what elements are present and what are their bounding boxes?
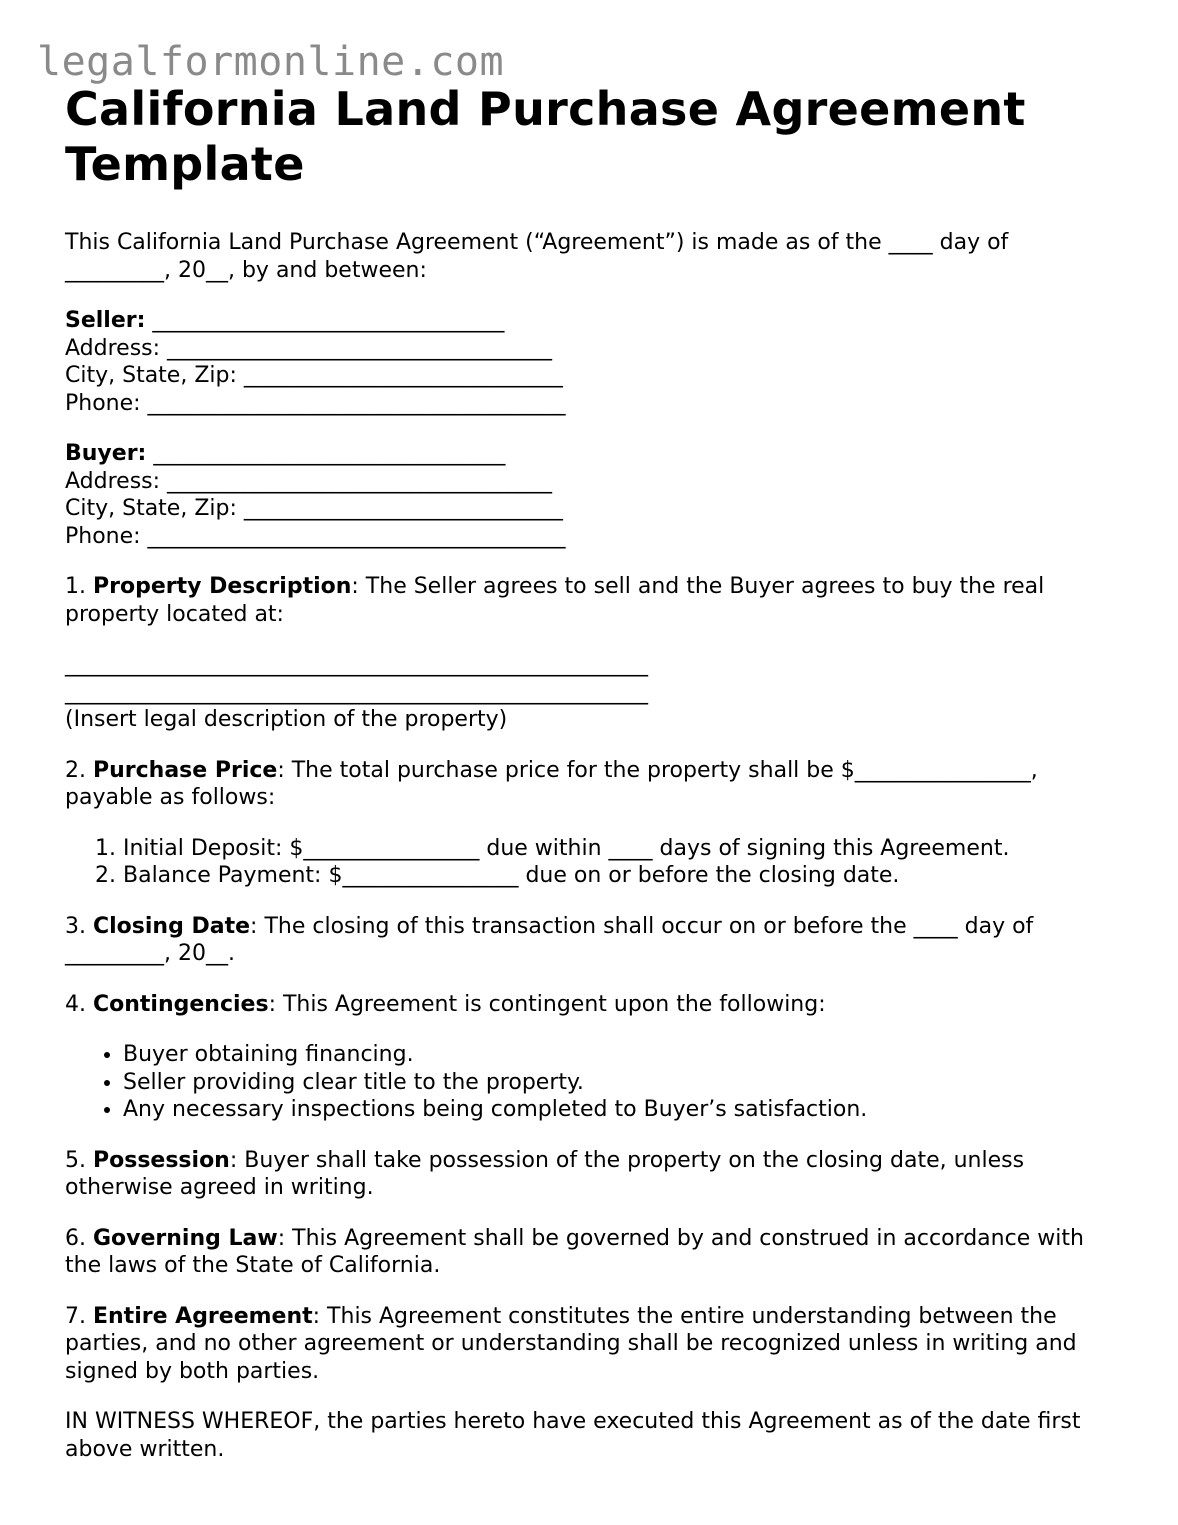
list-item: • Buyer obtaining financing. <box>123 1041 1125 1069</box>
contingencies-list <box>65 1041 1125 1124</box>
intro-paragraph <box>65 229 1125 284</box>
section-number: 4. <box>65 991 93 1017</box>
section-possession <box>65 1147 1125 1202</box>
buyer-phone: Phone: ______________________________________ <box>65 523 566 549</box>
witness-clause: IN WITNESS WHEREOF, the parties hereto have executed this Agreement as of the date first above written. <box>65 1409 1081 1462</box>
section-governing-law <box>65 1225 1125 1280</box>
section-heading: Purchase Price <box>92 757 278 783</box>
section-number: 2. <box>65 757 93 783</box>
list-item: 2. Balance Payment: $________________ due on or before the closing date. <box>123 862 1125 890</box>
seller-city-state-zip: City, State, Zip: _____________________________ <box>65 363 563 388</box>
buyer-city-state-zip: City, State, Zip: _____________________________ <box>65 496 563 521</box>
intro-line-2: _________, 20__, by and between: <box>65 257 427 283</box>
buyer-address: Address: ___________________________________ <box>65 468 553 494</box>
seller-address: Address: ___________________________________ <box>65 335 553 361</box>
section-heading: Possession <box>92 1147 230 1173</box>
list-item: • Seller providing clear title to the property. <box>123 1069 1125 1097</box>
property-description-blanks <box>65 651 1125 734</box>
section-property-description <box>65 573 1125 628</box>
section-text: : This Agreement constitutes the entire understanding between the parties, and no other agreement or understanding shall be recognized unless in writing and signed by both parties. <box>65 1303 1077 1384</box>
agreement-document <box>65 82 1125 1463</box>
section-text: : The total purchase price for the property shall be $________________, payable as follows: <box>65 757 1038 810</box>
section-text: : The closing of this transaction shall occur on or before the ____ day of _________, 20__. <box>65 913 1034 966</box>
section-text: : The Seller agrees to sell and the Buyer agrees to buy the real property located at: <box>65 574 1045 627</box>
section-number: 3. <box>65 913 93 939</box>
section-purchase-price <box>65 757 1125 812</box>
section-heading: Entire Agreement <box>92 1303 313 1329</box>
document-title: California Land Purchase Agreement Template <box>65 82 1026 191</box>
section-heading: Property Description <box>92 574 352 599</box>
property-blank-line-1: _____________________________________________________ <box>65 652 648 677</box>
section-number: 5. <box>65 1147 93 1173</box>
section-text: : Buyer shall take possession of the property on the closing date, unless otherwise agreed in writing. <box>65 1147 1025 1200</box>
section-closing-date <box>65 913 1125 968</box>
section-entire-agreement <box>65 1303 1125 1386</box>
section-number: 1. <box>65 574 93 599</box>
section-contingencies <box>65 991 1125 1019</box>
section-text: : This Agreement shall be governed by and construed in accordance with the laws of the State of California. <box>65 1225 1084 1278</box>
property-description-note: (Insert legal description of the property) <box>65 707 508 732</box>
property-blank-line-2: _____________________________________________________ <box>65 679 648 705</box>
section-number: 6. <box>65 1225 93 1251</box>
section-heading: Contingencies <box>92 991 269 1017</box>
payment-terms-list <box>65 835 1125 890</box>
seller-block <box>65 307 1125 417</box>
list-item: • Any necessary inspections being completed to Buyer’s satisfaction. <box>123 1096 1125 1124</box>
section-number: 7. <box>65 1303 93 1329</box>
buyer-name-blank: ________________________________ <box>153 441 506 466</box>
list-item: 1. Initial Deposit: $________________ due within ____ days of signing this Agreement. <box>123 835 1125 863</box>
site-watermark: legalformonline.com <box>37 39 505 85</box>
section-text: : This Agreement is contingent upon the following: <box>268 991 826 1017</box>
seller-name-blank: ________________________________ <box>152 308 505 333</box>
buyer-block <box>65 440 1125 550</box>
seller-label: Seller: <box>65 308 146 333</box>
seller-phone: Phone: ______________________________________ <box>65 390 566 416</box>
intro-line-1: This California Land Purchase Agreement (“Agreement”) is made as of the ____ day of <box>65 230 1009 255</box>
section-heading: Governing Law <box>92 1225 278 1251</box>
section-heading: Closing Date <box>92 913 251 939</box>
buyer-label: Buyer: <box>65 441 147 466</box>
